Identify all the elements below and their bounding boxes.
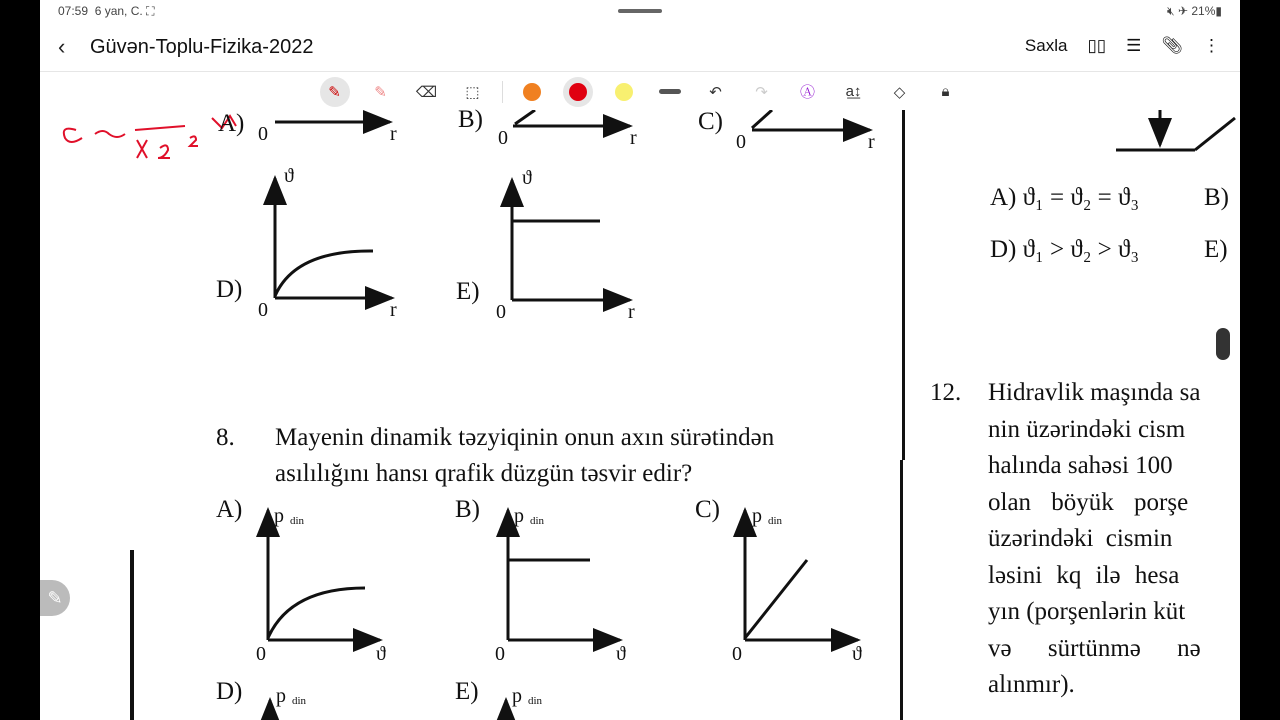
text-line: üzərindəki cismin <box>988 525 1173 552</box>
option-label: A) <box>218 110 245 137</box>
option-label: C) <box>695 496 720 523</box>
text-line: alınmır). <box>988 671 1075 698</box>
option-label: D) <box>216 276 243 303</box>
title-bar <box>40 24 1240 72</box>
svg-text:0: 0 <box>495 643 505 665</box>
svg-text:r: r <box>390 299 397 321</box>
drag-handle[interactable] <box>618 9 662 13</box>
svg-text:din: din <box>768 515 783 527</box>
svg-text:din: din <box>530 515 545 527</box>
handwritten-formula <box>64 116 236 158</box>
svg-text:ϑ: ϑ <box>616 643 626 665</box>
option-b: B) <box>1204 184 1229 211</box>
svg-text:p: p <box>514 505 524 527</box>
text-style-icon[interactable]: Ⓐ <box>799 84 815 101</box>
highlighter-icon[interactable]: ✎ <box>374 83 387 101</box>
screen <box>40 0 1240 720</box>
text-line: halında sahəsi 100 <box>988 452 1173 479</box>
question-text: Mayenin dinamik təzyiqinin onun axın sürətindən <box>275 424 775 451</box>
svg-text:0: 0 <box>256 643 266 665</box>
color-red[interactable] <box>563 77 593 107</box>
clock: 07:59 <box>58 4 89 18</box>
text-line: nin üzərindəki cism <box>988 415 1186 443</box>
svg-text:p: p <box>752 505 762 527</box>
axis-zero: 0 <box>258 123 268 145</box>
svg-text:din: din <box>290 515 305 527</box>
option-label: C) <box>698 108 723 135</box>
svg-text:p: p <box>274 505 284 527</box>
option-label: D) <box>216 678 243 705</box>
page-list-icon[interactable]: ☰ <box>1126 36 1142 55</box>
option-label: E) <box>455 678 479 705</box>
svg-text:ϑ: ϑ <box>284 165 294 187</box>
option-a: A) ϑ₁ = ϑ₂ = ϑ₃ <box>990 184 1140 211</box>
status-bar: 07:59 6 yan, C. ⛶ 🔇︎ ✈ 21%▮ <box>58 4 1222 18</box>
book-view-icon[interactable]: ▯▯ <box>1087 36 1107 55</box>
text-line: olan böyük porşe <box>988 488 1189 516</box>
option-label: B) <box>455 496 480 523</box>
question-number: 8. <box>216 424 235 451</box>
text-line: və sürtünmə nə <box>988 634 1201 662</box>
svg-text:ϑ: ϑ <box>376 643 386 665</box>
option-d: D) ϑ₁ > ϑ₂ > ϑ₃ <box>990 236 1140 263</box>
option-label: A) <box>216 496 243 523</box>
svg-text:r: r <box>630 127 637 149</box>
date: 6 yan, C. <box>94 4 143 18</box>
shapes-icon[interactable]: ◇ <box>893 83 906 101</box>
svg-text:ϑ: ϑ <box>852 643 862 665</box>
scrollbar-thumb[interactable] <box>1216 328 1230 360</box>
airplane-icon: ✈ <box>1177 4 1189 18</box>
save-button[interactable]: Saxla <box>1024 36 1068 55</box>
svg-text:0: 0 <box>258 299 268 321</box>
color-orange[interactable] <box>517 77 547 107</box>
text-line: ləsini kq ilə hesa <box>988 561 1180 589</box>
undo-icon[interactable]: ↶ <box>709 83 722 101</box>
pdf-page[interactable] <box>40 106 1240 720</box>
svg-text:din: din <box>528 695 543 707</box>
question-text: asılılığını hansı qrafik düzgün təsvir edir? <box>275 460 693 487</box>
scan-artifact <box>130 550 134 720</box>
drawing-toolbar <box>40 73 1240 110</box>
pen-mode-button[interactable]: ✎ <box>40 580 70 616</box>
redo-icon[interactable]: ↷ <box>755 83 768 101</box>
svg-text:p: p <box>276 685 286 707</box>
question-number: 12. <box>930 379 962 406</box>
pen-icon[interactable]: ✎ <box>320 77 350 107</box>
text-line: yın (porşenlərin küt <box>988 598 1186 625</box>
svg-text:0: 0 <box>736 131 746 153</box>
eraser-icon[interactable]: ⌫ <box>415 83 438 101</box>
battery-level: 21% <box>1191 4 1216 18</box>
color-yellow[interactable] <box>609 77 639 107</box>
svg-text:din: din <box>292 695 307 707</box>
svg-text:r: r <box>868 131 875 153</box>
column-divider <box>900 460 903 720</box>
attach-icon[interactable]: 📎︎ <box>1161 36 1183 55</box>
lock-icon[interactable]: 🔒︎ <box>941 83 950 100</box>
text-line: Hidravlik maşında sa <box>988 379 1201 406</box>
divider <box>502 81 503 103</box>
svg-text:r: r <box>628 301 635 323</box>
back-button[interactable]: ‹ <box>58 34 66 59</box>
svg-text:0: 0 <box>496 301 506 323</box>
option-label: B) <box>458 106 483 133</box>
text-box-icon[interactable]: a͟↕ <box>845 83 862 100</box>
note-title: Güvən-Toplu-Fizika-2022 <box>90 36 314 58</box>
svg-text:0: 0 <box>498 127 508 149</box>
svg-text:p: p <box>512 685 522 707</box>
question-12-text <box>988 375 1240 704</box>
stroke-width-icon[interactable] <box>655 77 685 107</box>
column-divider <box>902 110 905 460</box>
option-e: E) <box>1204 236 1228 263</box>
more-options-icon[interactable]: ⋮ <box>1203 36 1220 55</box>
svg-text:r: r <box>390 123 397 145</box>
svg-text:ϑ: ϑ <box>522 167 532 189</box>
selection-icon[interactable]: ⬚ <box>465 83 480 101</box>
mute-icon: 🔇︎ <box>1167 4 1175 18</box>
option-label: E) <box>456 278 480 305</box>
svg-text:0: 0 <box>732 643 742 665</box>
